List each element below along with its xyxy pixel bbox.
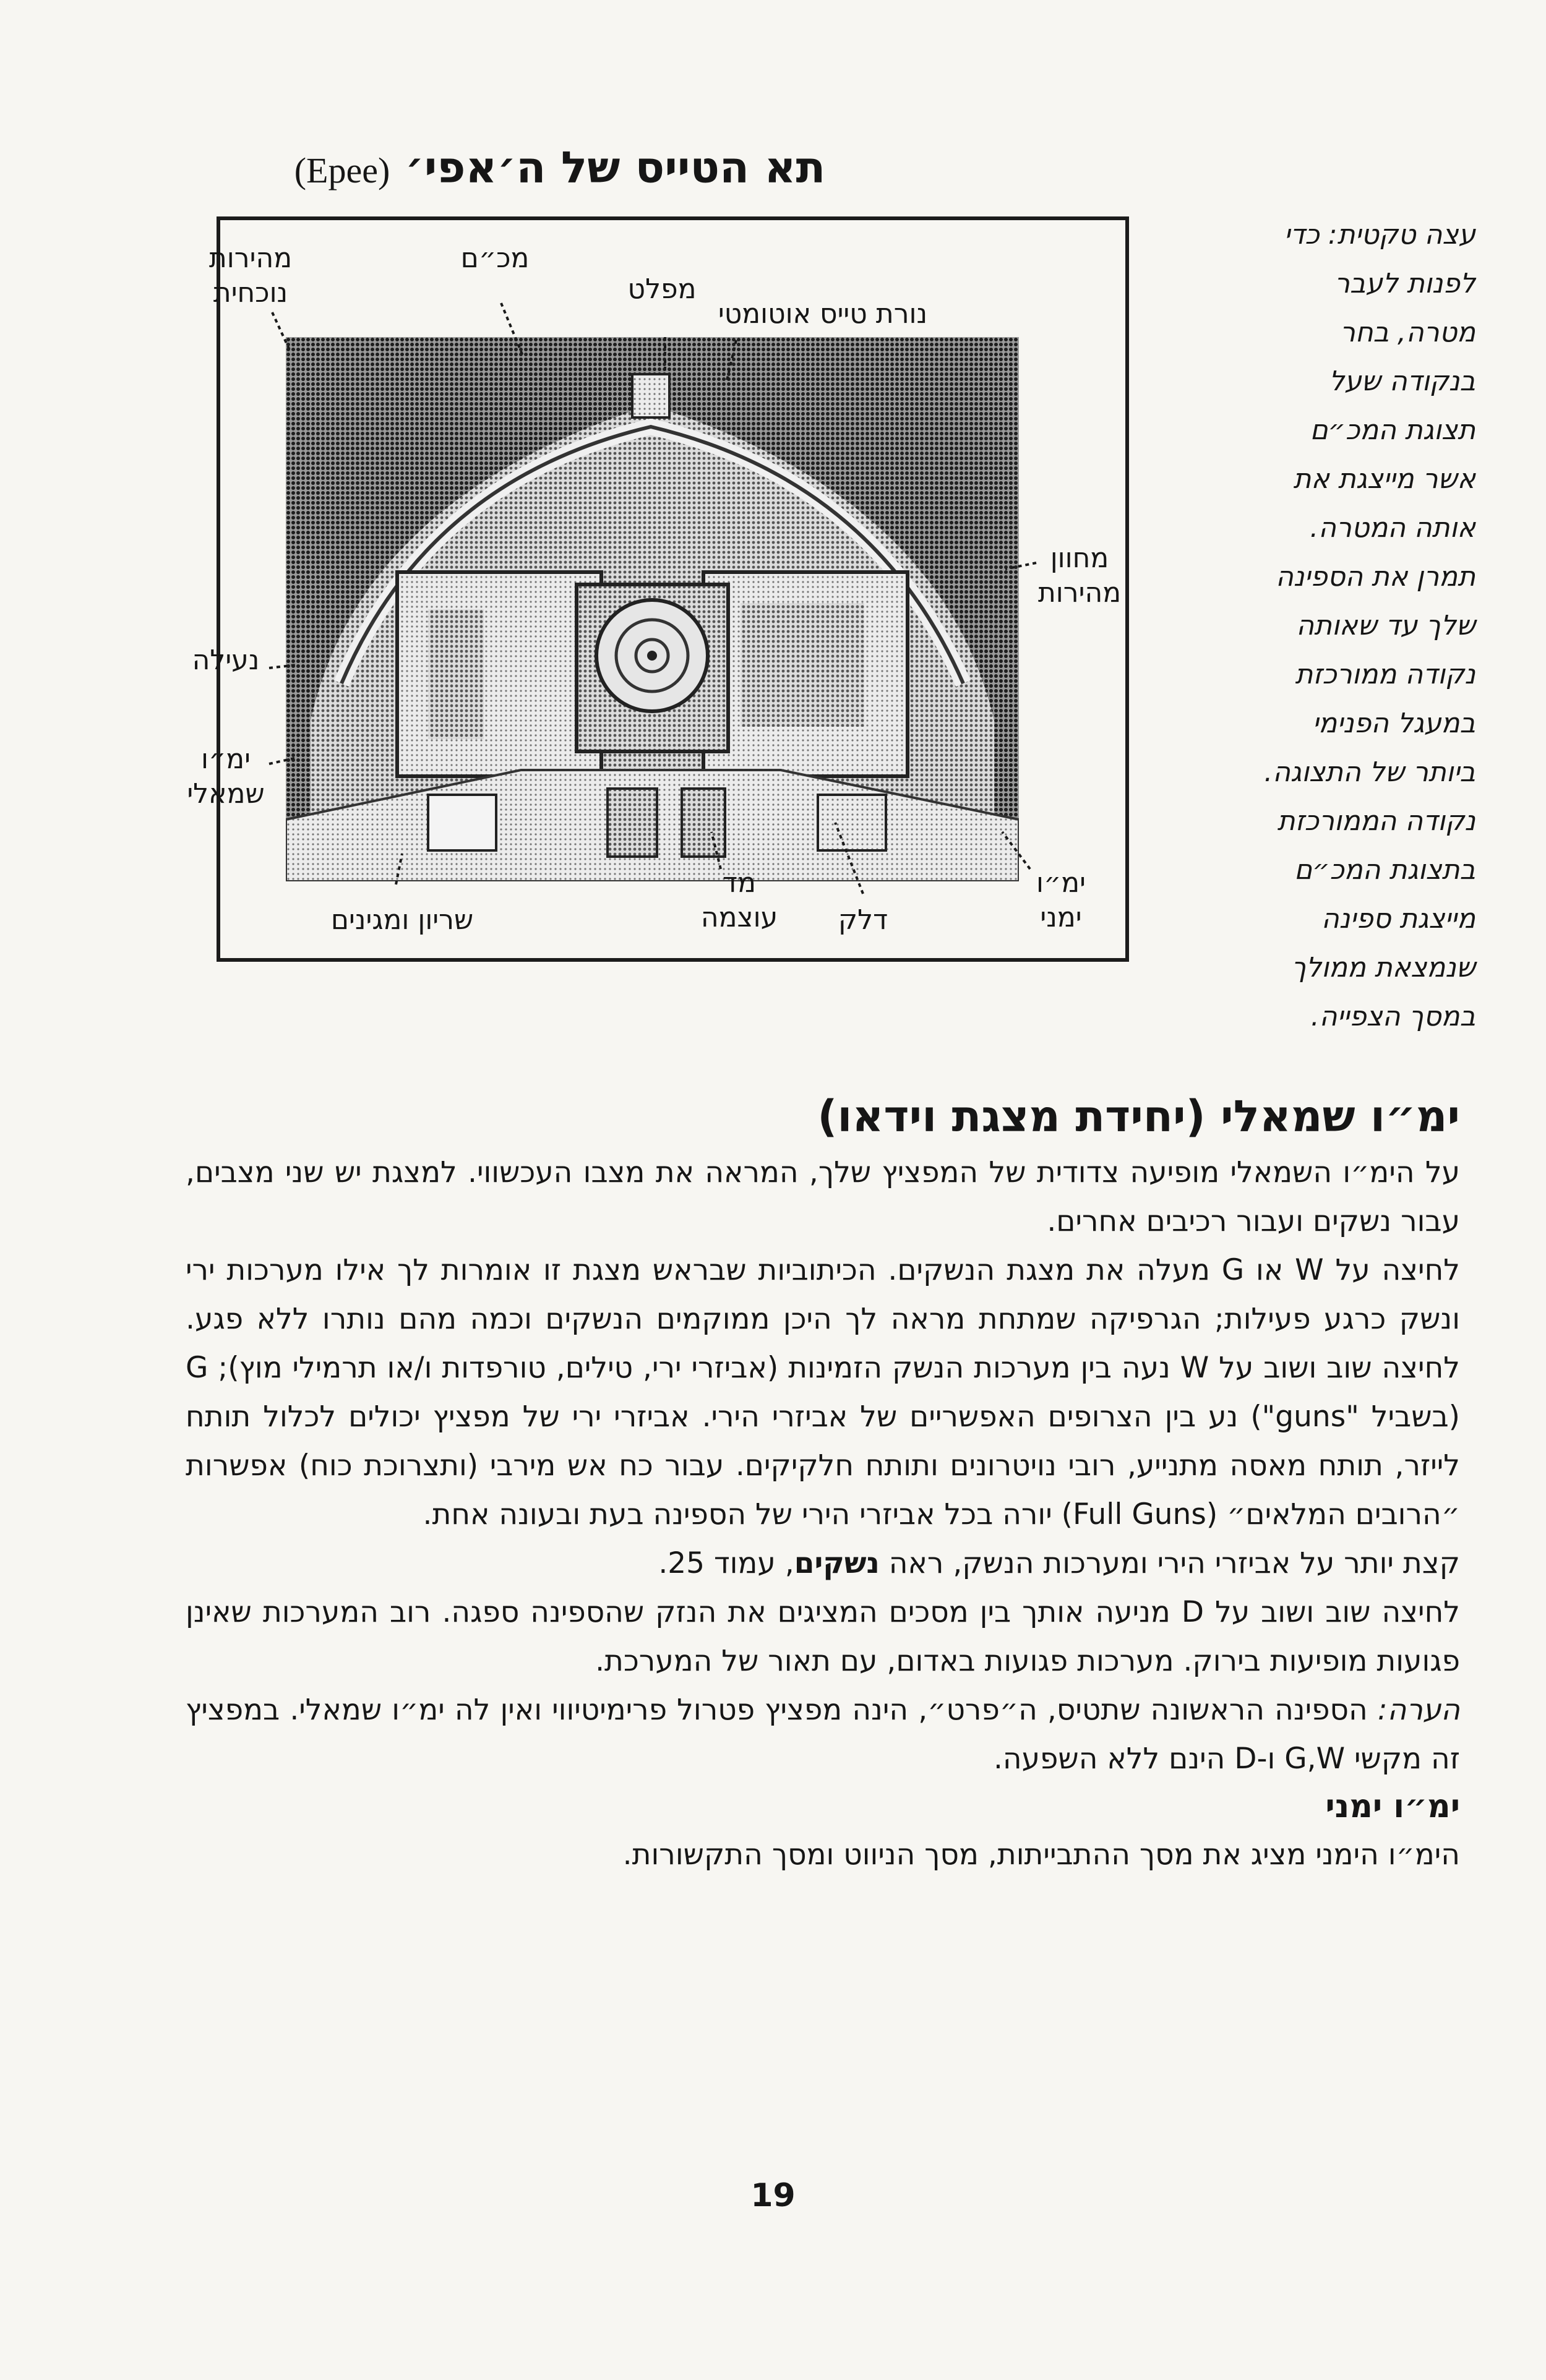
tip-line: תמרן את הספינה [1276, 561, 1475, 593]
callout-speed-gauge: מחוון מהירות [1037, 542, 1122, 609]
subheading-right-mfd: ימ״ו ימני [1325, 1788, 1460, 1825]
callout-autopilot-light: נורת טייס אוטומטי [718, 298, 928, 330]
tip-line: נקודה ממורכזת [1295, 659, 1475, 690]
tip-line: אשר מייצגת את [1293, 463, 1475, 495]
tip-line: בנקודה שעל [1329, 366, 1475, 397]
tip-line: אותה המטרה. [1310, 512, 1475, 544]
reference-text-after: , עמוד 25. [658, 1546, 794, 1580]
callout-shield: מפלט [627, 273, 697, 305]
callout-power-meter: מד עוצמה [700, 867, 778, 933]
figure-title-latin: (Epee) [294, 150, 390, 190]
tip-line: במעגל הפנימי [1312, 708, 1475, 739]
tip-line: תצוגת המכ״ם [1310, 414, 1475, 446]
tip-line: שלך עד שאותה [1296, 610, 1475, 641]
figure-title-hebrew: תא הטייס של ה׳אפי׳ [405, 142, 826, 193]
section-heading: ימ״ו שמאלי (יחידת מצגת וידאו) [817, 1091, 1460, 1142]
reference-text-before: קצת יותר על אביזרי הירי ומערכות הנשק, ראה [879, 1546, 1460, 1580]
cockpit-screenshot [286, 337, 1019, 881]
paragraph-damage: לחיצה שוב ושוב על D מניעה אותך בין מסכים המציגים את הנזק שהספינה ספגה. רוב המערכות שאינן פגועות מופיעות בירוק. מערכות פגועות באדום, עם תאור של המערכת. [186, 1595, 1460, 1678]
callout-right-mfd: ימ״ו ימני [1036, 867, 1086, 933]
tip-line: מטרה, בחר [1340, 317, 1475, 348]
reference-link-weapons: נשקים [794, 1546, 880, 1580]
callout-left-mfd: ימ״ו שמאלי [187, 743, 265, 810]
callout-radar: מכ״ם [460, 242, 530, 274]
callout-current-speed: מהירות נוכחית [208, 242, 293, 309]
paragraph-right-mfd: הימ״ו הימני מציג את מסך ההתבייתות, מסך הניווט ומסך התקשורות. [622, 1838, 1460, 1872]
tip-line: לפנות לעבר [1334, 268, 1475, 299]
tip-line: שנמצאת ממולך [1291, 952, 1475, 983]
tip-line: מייצגת ספינה [1321, 903, 1475, 935]
tip-line: עצה טקטית: כדי [1284, 219, 1475, 250]
figure-title [272, 142, 848, 193]
note-label: הערה: [1377, 1693, 1460, 1727]
tip-line: נקודה הממורכזת [1277, 805, 1475, 837]
section-left-mfd [186, 1089, 1460, 1879]
paragraph-intro: על הימ״ו השמאלי מופיעה צדודית של המפציץ שלך, המראה את מצבו העכשווי. למצגת יש שני מצבים, עבור נשקים ועבור רכיבים אחרים. [186, 1155, 1460, 1238]
tip-line: במסך הצפייה. [1310, 1001, 1475, 1032]
page-number: 19 [750, 2177, 796, 2214]
tip-line: ביותר של התצוגה. [1264, 756, 1475, 788]
paragraph-note [186, 1685, 1460, 1783]
callout-armor-shields: שריון ומגינים [330, 904, 474, 936]
tactical-tip [1166, 210, 1475, 1041]
paragraph-reference [186, 1539, 1460, 1588]
callout-fuel: דלק [838, 904, 888, 936]
paragraph-weapons: לחיצה על W או G מעלה את מצגת הנשקים. הכיתוביות שבראש מצגת זו אומרות לך אילו מערכות ירי ונשק כרגע פעילות; הגרפיקה שמתחת מראה לך היכן ממוקמים הנשקים וכמה מהם נותרו ללא פגע. לחיצה שוב ושוב על W נעה בין מערכות הנשק הזמינות (אביזרי ירי, טילים, טורפדות ו/או תרמילי מוץ); G (בשביל "guns") נע בין הצרופים האפשריים של אביזרי הירי. אביזרי ירי של מפציץ יכולים לכלול תותח לייזר, תותח מאסה מתנייע, רובי נויטרונים ותותח חלקיקים. עבור כח אש מירבי (ותצרוכת כוח) אפשרות ״הרובים המלאים״ (Full Guns) יורה בכל אביזרי הירי של הספינה בעת ובעונה אחת. [186, 1253, 1460, 1531]
tip-line: בתצוגת המכ״ם [1294, 854, 1475, 886]
cockpit-illustration [286, 337, 1019, 881]
callout-lock: נעילה [192, 644, 260, 676]
note-text: הספינה הראשונה שתטיס, ה״פרט״, הינה מפציץ פטרול פרימיטיווי ואין לה ימ״ו שמאלי. במפציץ זה מקשי G,W ו-D הינם ללא השפעה. [186, 1693, 1460, 1776]
